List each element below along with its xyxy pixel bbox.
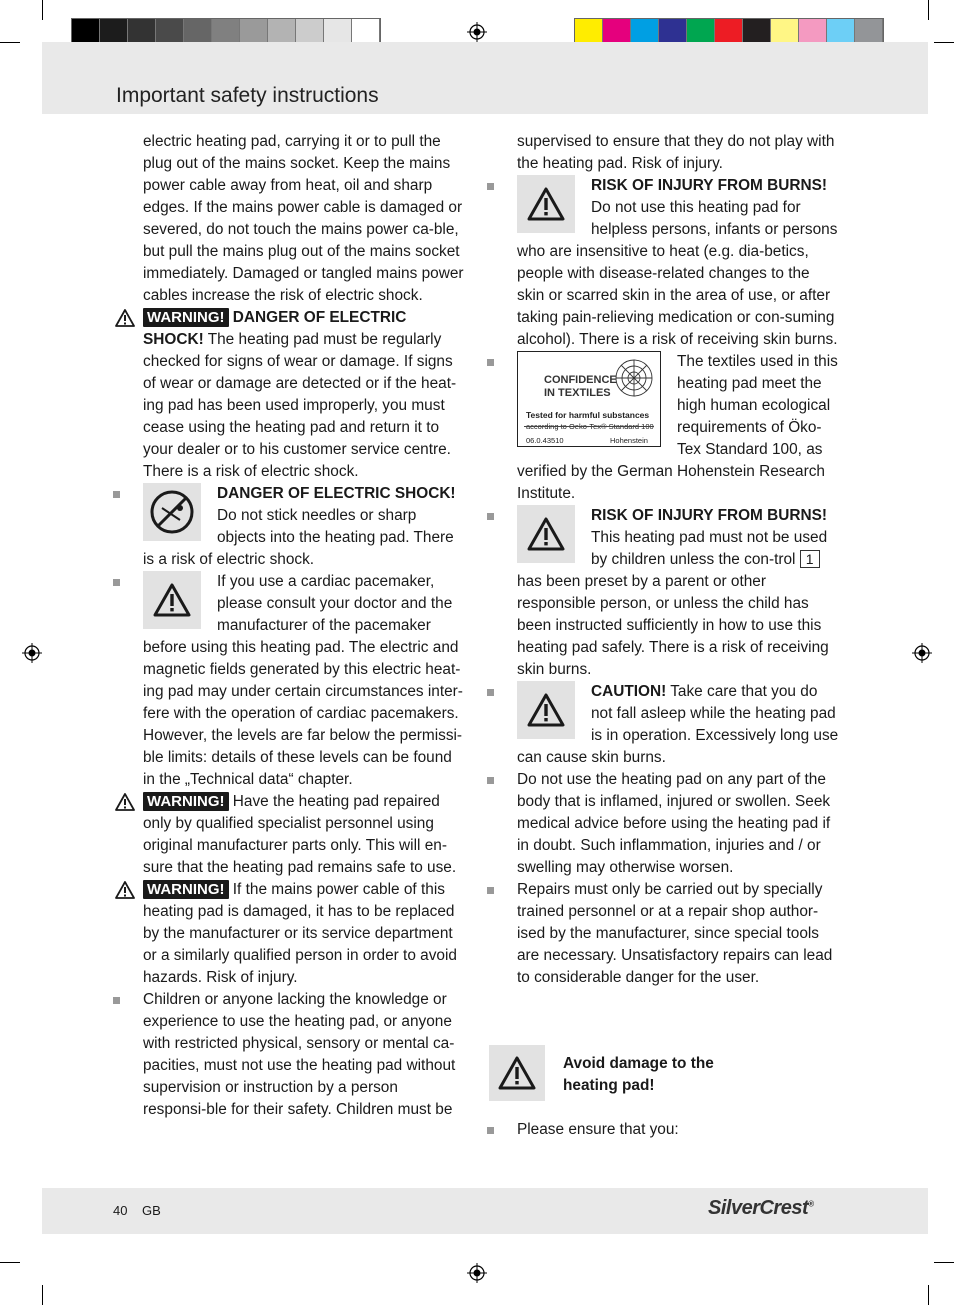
bullet-item [143, 483, 465, 571]
warning-badge: WARNING! [143, 792, 229, 811]
warning-badge: WARNING! [143, 308, 229, 327]
cert-line3: Tested for harmful substances [526, 410, 650, 420]
warning-icon-box [517, 681, 575, 739]
crop-mark [0, 1262, 20, 1263]
control-number-box: 1 [800, 550, 820, 568]
caution-heading: CAUTION! [591, 683, 667, 700]
avoid-heading-line1: Avoid damage to the [563, 1055, 714, 1072]
paragraph: electric heating pad, carrying it or to pull the plug out of the mains socket. Keep the mains power cable away from heat, oil and sharp edges. If the mains power cable is damaged or severed, do not touch the mains power ca-ble, but pull the mains plug out of the mains socket immediately. Damaged or tangled mains power cables increase the risk of electric shock. [143, 133, 464, 304]
bullet-square-icon [487, 777, 494, 784]
warning-triangle-icon [526, 186, 566, 222]
warning-triangle-icon [152, 582, 192, 618]
warning-icon-box [517, 505, 575, 563]
right-column [517, 131, 839, 989]
bullet-item [517, 175, 839, 351]
cert-line2: IN TEXTILES [544, 387, 611, 399]
oeko-tex-certificate [517, 351, 661, 447]
bullet-item [517, 879, 839, 989]
paragraph: supervised to ensure that they do not play with the heating pad. Risk of injury. [517, 133, 835, 172]
danger-heading: DANGER OF ELECTRIC SHOCK! [217, 485, 456, 502]
bullet-item [517, 1119, 679, 1141]
crop-mark [0, 42, 20, 43]
crop-mark [928, 1285, 929, 1305]
caution-text: Take care that you do not fall asleep while the heating pad is in operation. Excessively long use can cause skin burns. [517, 683, 839, 766]
bullet-square-icon [487, 183, 494, 190]
warning-item [143, 879, 465, 989]
page-number: 40 [113, 1203, 128, 1218]
left-column [143, 131, 465, 1121]
bullet-item [517, 769, 839, 879]
bullet-square-icon [113, 579, 120, 586]
warning-badge: WARNING! [143, 880, 229, 899]
bullet-item [143, 989, 465, 1121]
pacemaker-text: If you use a cardiac pacemaker, please consult your doctor and the manufacturer of the pacemaker before using this heating pad. The electric and magnetic fields generated by this electric heat-ing pad may under certain circumstances inter-fere with the operation of cardiac pacemakers. However, the levels are far below the permissi-ble limits: details of these levels can be found in the „Technical data“ chapter. [143, 573, 463, 788]
cert-institute: Hohenstein [610, 436, 648, 445]
inflamed-text: Do not use the heating pad on any part of the body that is inflamed, injured or swollen. Seek medical advice before using the heating pad if in doubt. Such inflammation, injuries and / or swelling may otherwise worsen. [517, 771, 831, 876]
risk-heading: RISK OF INJURY FROM BURNS! [591, 177, 827, 194]
brand-name: SilverCrest [708, 1197, 809, 1219]
bullet-item [517, 681, 839, 769]
risk-text: has been preset by a parent or other responsible person, or unless the child has been instructed sufficiently in how to use this heating pad safely. There is a risk of receiving skin burns. [517, 573, 829, 678]
bullet-item [143, 571, 465, 791]
no-needles-icon [148, 488, 196, 536]
bullet-square-icon [487, 1127, 494, 1134]
warning-text: The heating pad must be regularly checked for signs of wear or damage. If signs of wear or damage are detected or if the heat-ing pad has been used improperly, you must cease using the heating pad and return it to your dealer or to his customer service centre. There is a risk of electric shock. [143, 331, 457, 480]
danger-text: Do not stick needles or sharp objects into the heating pad. There is a risk of electric shock. [143, 507, 454, 568]
no-needles-icon-box [143, 483, 201, 541]
bullet-square-icon [113, 997, 120, 1004]
warning-triangle-icon [115, 309, 135, 327]
risk-text: This heating pad must not be used by children unless the con-trol [591, 529, 828, 568]
registration-mark-icon [22, 643, 42, 663]
cert-line1: CONFIDENCE [544, 374, 617, 386]
oeko-tex-globe-icon [612, 356, 656, 400]
warning-text: Have the heating pad repaired only by qualified specialist personnel using original manufacturer parts only. This will en-sure that the heating pad remains safe to use. [143, 793, 457, 876]
registration-mark-icon [467, 22, 487, 42]
crop-mark [42, 1285, 43, 1305]
registration-mark-icon [912, 643, 932, 663]
warning-icon-box [517, 175, 575, 233]
page-title: Important safety instructions [116, 84, 379, 107]
warning-icon-box [489, 1045, 545, 1101]
warning-triangle-icon [526, 692, 566, 728]
crop-mark [934, 1262, 954, 1263]
bullet-square-icon [487, 887, 494, 894]
bullet-square-icon [487, 689, 494, 696]
warning-triangle-icon [526, 516, 566, 552]
language-code: GB [142, 1203, 161, 1218]
crop-mark [42, 0, 43, 20]
textiles-text: The textiles used in this heating pad meet the high human ecological requirements of Öko-Tex Standard 100, as verified by the German Hohenstein Research Institute. [517, 353, 838, 502]
brand-mark: ® [808, 1199, 814, 1209]
cert-line4: according to Oeko-Tex® Standard 100 [526, 422, 654, 431]
risk-text: Do not use this heating pad for helpless persons, infants or persons who are insensitive to heat (e.g. dia-betics, people with disease-related changes to the skin or scarred skin in the area of use, or after taking pain-relieving medication or con-suming alcohol). There is a risk of receiving skin burns. [517, 199, 838, 348]
registration-mark-icon [467, 1263, 487, 1283]
crop-mark [934, 42, 954, 43]
warning-item [143, 307, 465, 483]
avoid-heading-line2: heating pad! [563, 1077, 655, 1094]
bullet-square-icon [487, 513, 494, 520]
bullet-item [517, 351, 839, 505]
ensure-text: Please ensure that you: [517, 1121, 679, 1138]
warning-icon-box [143, 571, 201, 629]
bullet-square-icon [487, 359, 494, 366]
cert-code: 06.0.43510 [526, 436, 564, 445]
warning-triangle-icon [115, 881, 135, 899]
avoid-damage-section [489, 1045, 829, 1103]
warning-item [143, 791, 465, 879]
warning-triangle-icon [497, 1055, 537, 1091]
risk-heading: RISK OF INJURY FROM BURNS! [591, 507, 827, 524]
bullet-square-icon [113, 491, 120, 498]
crop-mark [928, 0, 929, 20]
bullet-item [517, 505, 839, 681]
warning-triangle-icon [115, 793, 135, 811]
repairs-text: Repairs must only be carried out by specially trained personnel or at a repair shop author-ised by the manufacturer, since special tools are necessary. Unsatisfactory repairs can lead to considerable danger for the user. [517, 881, 833, 986]
children-text: Children or anyone lacking the knowledge or experience to use the heating pad, or anyone with restricted physical, sensory or mental ca-pacities, must not use the heating pad without supervision or instruction by a person responsi-ble for their safety. Children must be [143, 991, 456, 1118]
warning-heading: DANGER OF ELECTRIC SHOCK! [143, 309, 407, 348]
warning-text: If the mains power cable of this heating pad is damaged, it has to be replaced by the manufacturer or its service department or a similarly qualified person in order to avoid hazards. Risk of injury. [143, 881, 457, 986]
brand-logo [708, 1197, 814, 1220]
